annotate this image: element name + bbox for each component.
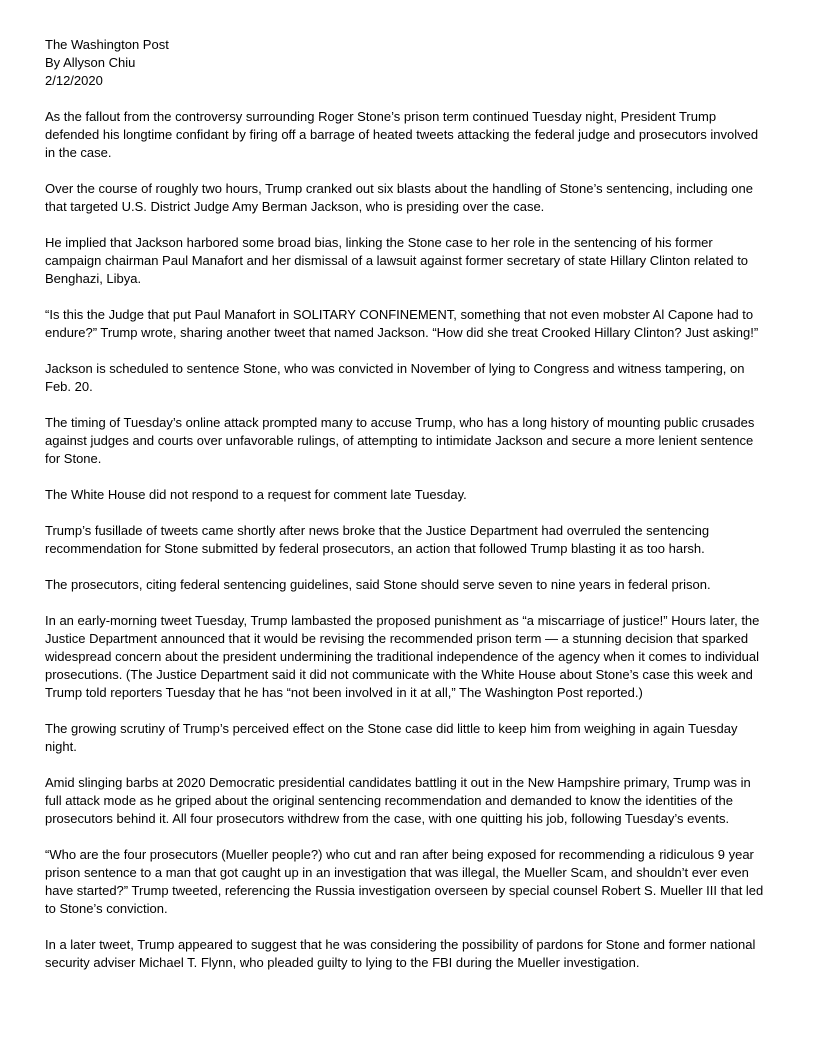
paragraph: Trump’s fusillade of tweets came shortly after news broke that the Justice Department had overruled the sentencing recommendation for Stone submitted by federal prosecutors, an action that followed Trump blasting it as too harsh. bbox=[45, 523, 710, 556]
paragraph: The prosecutors, citing federal sentencing guidelines, said Stone should serve seven to nine years in federal prison. bbox=[45, 577, 711, 592]
paragraph: The growing scrutiny of Trump’s perceived effect on the Stone case did little to keep him from weighing in again Tuesday night. bbox=[45, 721, 738, 754]
document-page bbox=[45, 36, 770, 972]
paragraph: “Is this the Judge that put Paul Manafort in SOLITARY CONFINEMENT, something that not even mobster Al Capone had to endure?” Trump wrote, sharing another tweet that named Jackson. “How did she treat Crooked Hillary Clinton? Just asking!” bbox=[45, 307, 759, 340]
article-body bbox=[45, 108, 770, 972]
paragraph: In a later tweet, Trump appeared to suggest that he was considering the possibility of pardons for Stone and former national security adviser Michael T. Flynn, who pleaded guilty to lying to the FBI during the Mueller investigation. bbox=[45, 937, 756, 970]
document-header bbox=[45, 36, 770, 90]
publication-name: The Washington Post bbox=[45, 37, 169, 52]
paragraph: In an early-morning tweet Tuesday, Trump lambasted the proposed punishment as “a miscarriage of justice!” Hours later, the Justice Department announced that it would be revising the recommended prison term — a stunning decision that sparked widespread concern about the president undermining the traditional independence of the agency when it comes to individual prosecutions. (The Justice Department said it did not communicate with the White House about Stone’s case this week and Trump told reporters Tuesday that he has “not been involved in it at all,” The Washington Post reported.) bbox=[45, 613, 760, 700]
paragraph: The White House did not respond to a request for comment late Tuesday. bbox=[45, 487, 467, 502]
publication-date: 2/12/2020 bbox=[45, 73, 103, 88]
paragraph: Over the course of roughly two hours, Trump cranked out six blasts about the handling of Stone’s sentencing, including one that targeted U.S. District Judge Amy Berman Jackson, who is presiding over the case. bbox=[45, 181, 753, 214]
byline: By Allyson Chiu bbox=[45, 55, 136, 70]
paragraph: Amid slinging barbs at 2020 Democratic presidential candidates battling it out in the New Hampshire primary, Trump was in full attack mode as he griped about the original sentencing recommendation and demanded to know the identities of the prosecutors behind it. All four prosecutors withdrew from the case, with one quitting his job, following Tuesday’s events. bbox=[45, 775, 751, 826]
paragraph: As the fallout from the controversy surrounding Roger Stone’s prison term continued Tuesday night, President Trump defended his longtime confidant by firing off a barrage of heated tweets attacking the federal judge and prosecutors involved in the case. bbox=[45, 109, 759, 160]
paragraph: The timing of Tuesday’s online attack prompted many to accuse Trump, who has a long history of mounting public crusades against judges and courts over unfavorable rulings, of attempting to intimidate Jackson and secure a more lenient sentence for Stone. bbox=[45, 415, 755, 466]
paragraph: He implied that Jackson harbored some broad bias, linking the Stone case to her role in the sentencing of his former campaign chairman Paul Manafort and her dismissal of a lawsuit against former secretary of state Hillary Clinton related to Benghazi, Libya. bbox=[45, 235, 749, 286]
paragraph: “Who are the four prosecutors (Mueller people?) who cut and ran after being exposed for recommending a ridiculous 9 year prison sentence to a man that got caught up in an investigation that was illegal, the Mueller Scam, and shouldn’t ever even have started?” Trump tweeted, referencing the Russia investigation overseen by special counsel Robert S. Mueller III that led to Stone’s conviction. bbox=[45, 847, 764, 916]
paragraph: Jackson is scheduled to sentence Stone, who was convicted in November of lying to Congress and witness tampering, on Feb. 20. bbox=[45, 361, 745, 394]
